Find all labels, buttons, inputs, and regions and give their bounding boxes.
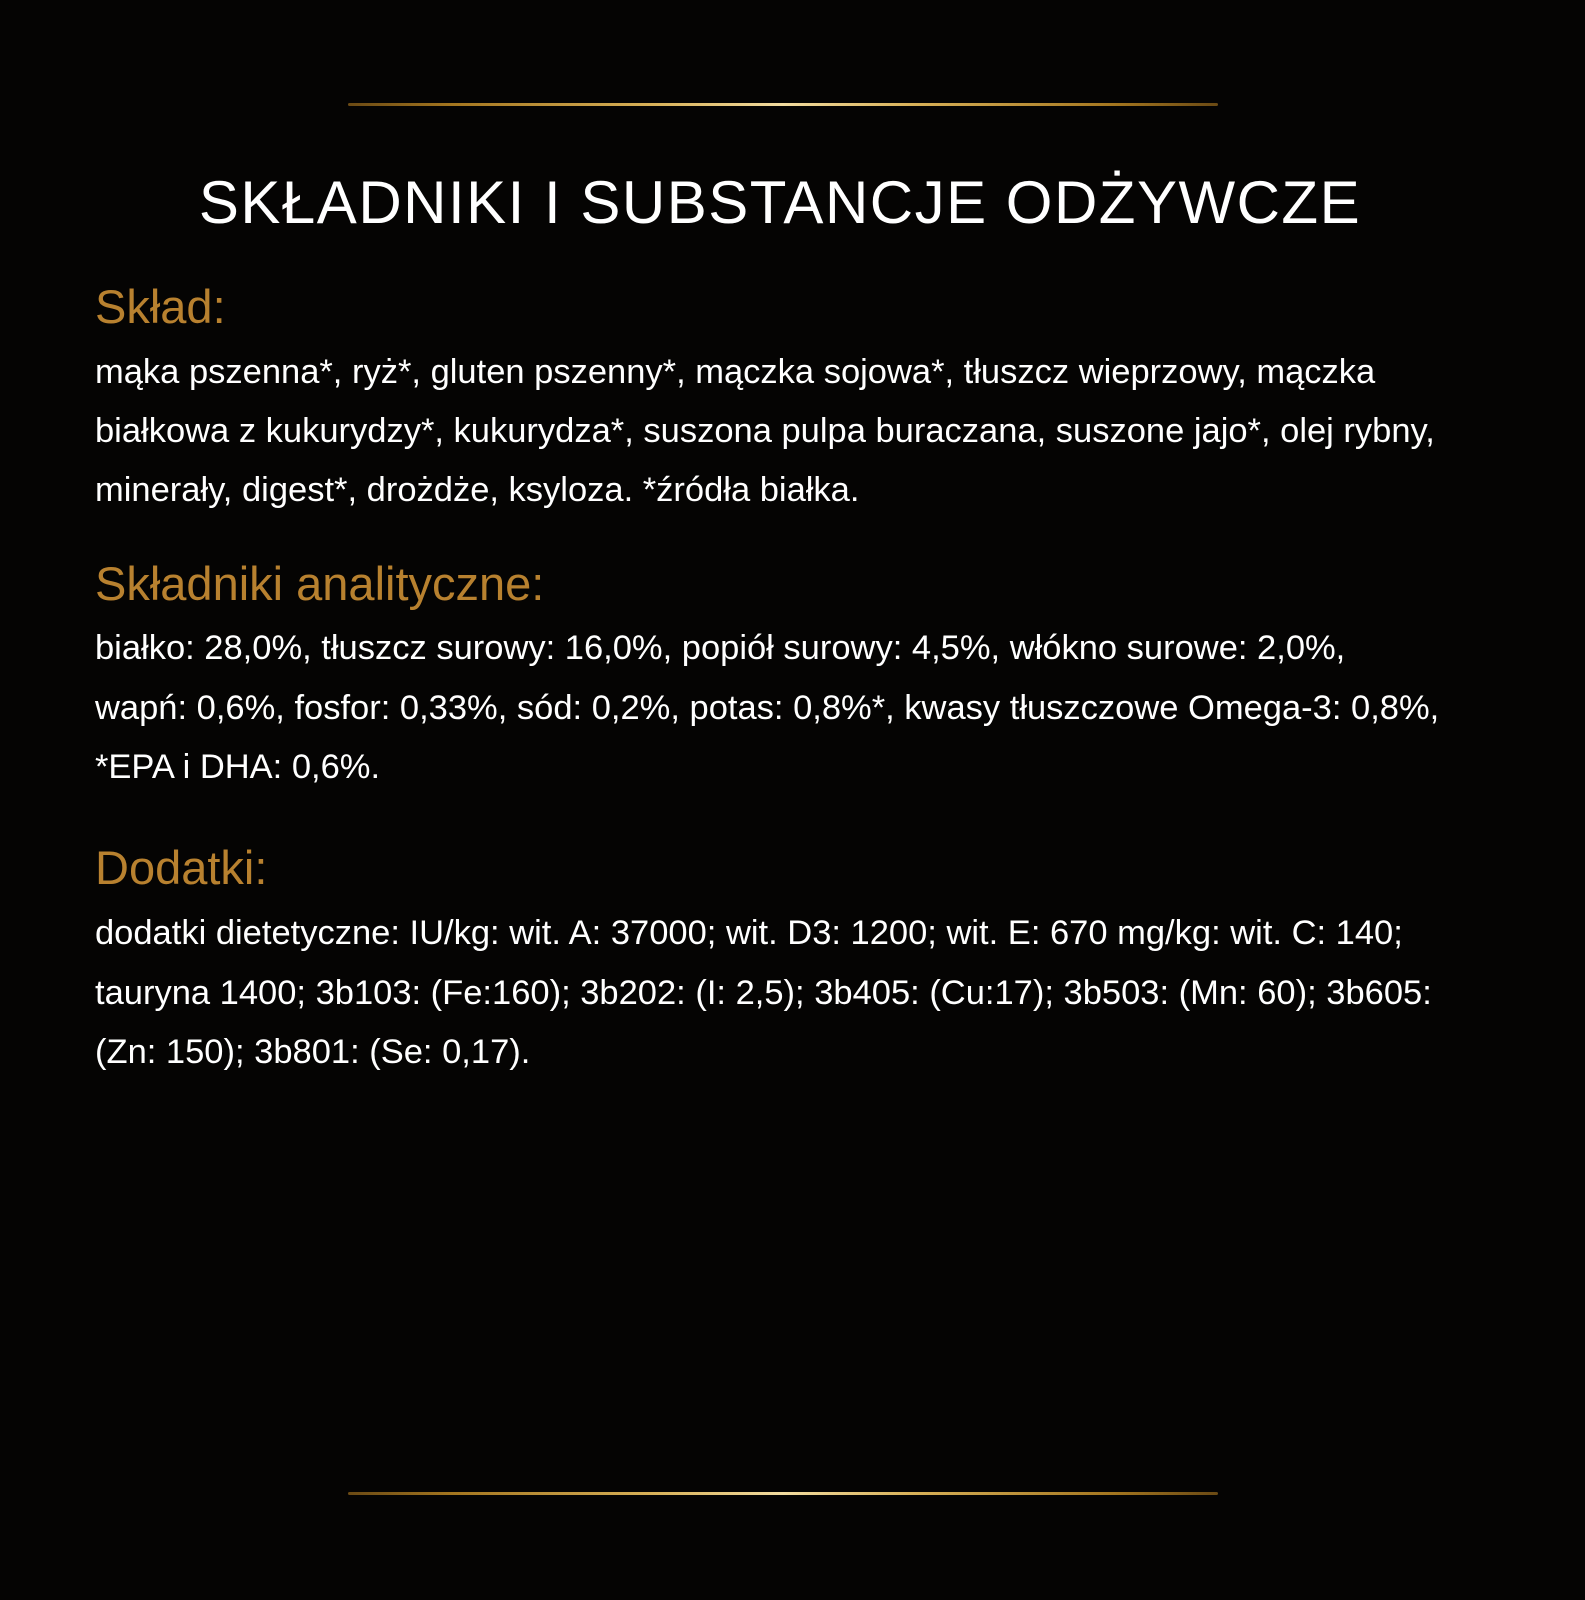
section-heading-ingredients: Skład: (95, 280, 226, 333)
section-ingredients (95, 278, 1495, 521)
section-body-analytical: białko: 28,0%, tłuszcz surowy: 16,0%, popiół surowy: 4,5%, włókno surowe: 2,0%, wapń: 0,6%, fosfor: 0,33%, sód: 0,2%, potas: 0,8%*, kwasy tłuszczowe Omega-3: 0,8%, *EPA i DHA: 0,6%. (95, 629, 1440, 787)
divider-bottom (348, 1492, 1218, 1495)
page-title: SKŁADNIKI I SUBSTANCJE ODŻYWCZE (198, 169, 1362, 236)
section-body-ingredients: mąka pszenna*, ryż*, gluten pszenny*, mączka sojowa*, tłuszcz wieprzowy, mączka białkowa z kukurydzy*, kukurydza*, suszona pulpa buraczana, suszone jajo*, olej rybny, minerały, digest*, drożdże, ksyloza. *źródła białka. (95, 352, 1435, 510)
content-area (95, 170, 1495, 1098)
section-analytical (95, 555, 1495, 798)
section-additives (95, 839, 1495, 1082)
section-body-additives: dodatki dietetyczne: IU/kg: wit. A: 37000; wit. D3: 1200; wit. E: 670 mg/kg: wit. C: 140; tauryna 1400; 3b103: (Fe:160); 3b202: (I: 2,5); 3b405: (Cu:17); 3b503: (Mn: 60); 3b605: (Zn: 150); 3b801: (Se: 0,17). (95, 914, 1432, 1071)
section-heading-additives: Dodatki: (95, 841, 268, 895)
divider-top (348, 103, 1218, 106)
section-heading-analytical: Składniki analityczne: (95, 556, 545, 610)
